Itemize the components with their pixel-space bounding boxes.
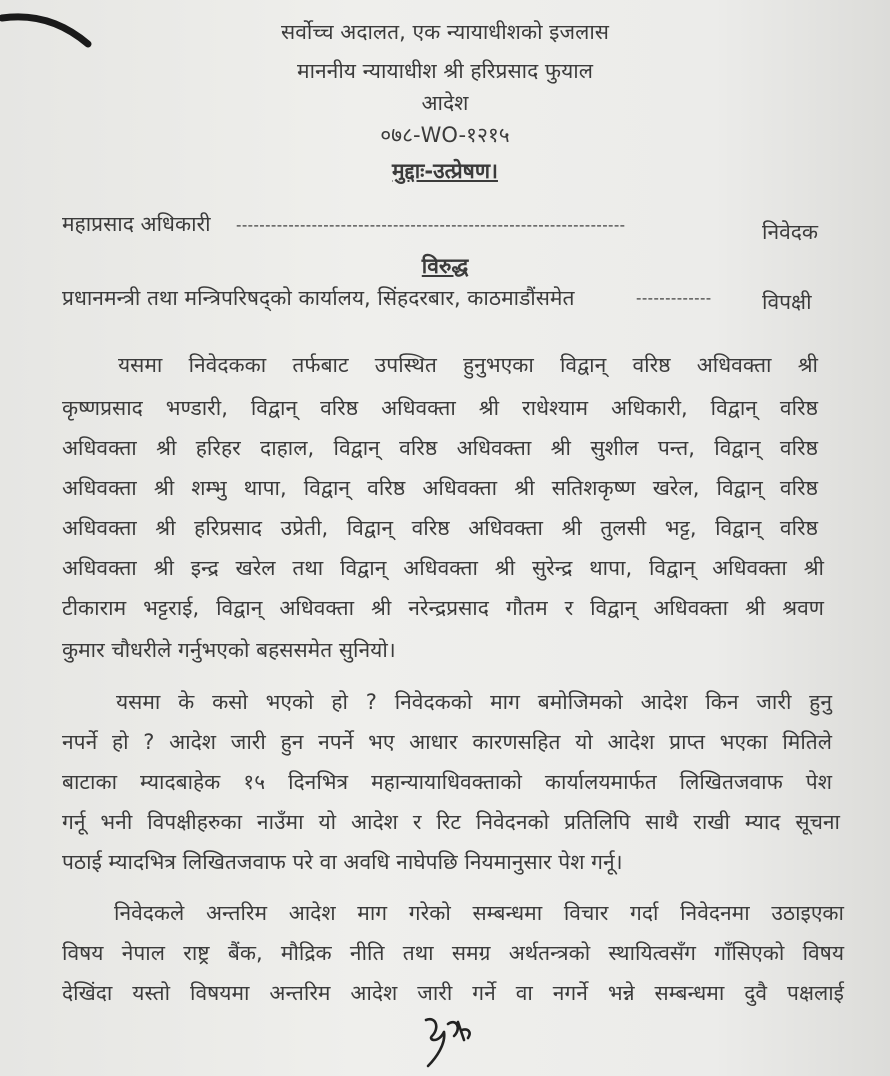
para1-line-3: अधिवक्ता श्री हरिहर दाहाल, विद्वान् वरिष्ठ अधिवक्ता श्री सुशील पन्त, विद्वान् वरिष्ठ	[62, 436, 818, 460]
petitioner-dashes: -------------------------------------------------------------------	[236, 216, 626, 234]
respondent-name: प्रधानमन्त्री तथा मन्त्रिपरिषद्को कार्यालय, सिंहदरबार, काठमाडौंसमेत	[62, 286, 575, 310]
para1-line-1: यसमा निवेदकका तर्फबाट उपस्थित हुनुभएका विद्वान् वरिष्ठ अधिवक्ता श्री	[118, 353, 818, 377]
case-number: ०७८-WO-१२१५	[380, 123, 510, 147]
para2-line-1: यसमा के कसो भएको हो ? निवेदकको माग बमोजिमको आदेश किन जारी हुनु	[116, 690, 832, 714]
court-title: सर्वोच्च अदालत, एक न्यायाधीशको इजलास	[281, 20, 609, 44]
respondent-role: विपक्षी	[762, 290, 812, 314]
para3-line-2: विषय नेपाल राष्ट्र बैंक, मौद्रिक नीति तथा समग्र अर्थतन्त्रको स्थायित्वसँग गाँसिएको विषय	[62, 941, 844, 965]
para1-line-2: कृष्णप्रसाद भण्डारी, विद्वान् वरिष्ठ अधिवक्ता श्री राधेश्याम अधिकारी, विद्वान् वरिष्ठ	[62, 396, 818, 420]
para3-line-1: निवेदकले अन्तरिम आदेश माग गरेको सम्बन्धमा विचार गर्दा निवेदनमा उठाइएका	[114, 901, 844, 925]
handwritten-initials-icon	[418, 1010, 478, 1070]
para1-line-5: अधिवक्ता श्री हरिप्रसाद उप्रेती, विद्वान् वरिष्ठ अधिवक्ता श्री तुलसी भट्ट, विद्वान् वरिष्ठ	[62, 516, 818, 540]
para2-line-2: नपर्ने हो ? आदेश जारी हुन नपर्ने भए आधार कारणसहित यो आदेश प्राप्त भएका मितिले	[62, 730, 832, 754]
pen-mark	[0, 0, 120, 60]
para1-line-6: अधिवक्ता श्री इन्द्र खरेल तथा विद्वान् अधिवक्ता श्री सुरेन्द्र थापा, विद्वान् अधिवक्ता श्री	[62, 556, 824, 580]
versus-label: विरुद्ध	[421, 254, 469, 278]
respondent-dashes: -------------	[636, 289, 712, 307]
para1-line-8: कुमार चौधरीले गर्नुभएको बहससमेत सुनियो।	[62, 638, 396, 662]
para1-line-4: अधिवक्ता श्री शम्भु थापा, विद्वान् वरिष्ठ अधिवक्ता श्री सतिशकृष्ण खरेल, विद्वान् वरिष्ठ	[62, 476, 818, 500]
case-subject: मुद्दाः-उत्प्रेषण।	[392, 159, 498, 183]
para2-line-5: पठाई म्यादभित्र लिखितजवाफ परे वा अवधि नाघेपछि नियमानुसार पेश गर्नू।	[62, 850, 623, 874]
para2-line-4: गर्नू भनी विपक्षीहरुका नाउँमा यो आदेश र रिट निवेदनको प्रतिलिपि साथै राखी म्याद सूचना	[62, 810, 840, 834]
para3-line-3: देखिंदा यस्तो विषयमा अन्तरिम आदेश जारी गर्ने वा नगर्ने भन्ने सम्बन्धमा दुवै पक्षलाई	[62, 981, 844, 1005]
petitioner-role: निवेदक	[762, 220, 819, 244]
order-title: आदेश	[421, 91, 469, 115]
petitioner-name: महाप्रसाद अधिकारी	[62, 212, 211, 236]
para2-line-3: बाटाका म्यादबाहेक १५ दिनभित्र महान्यायाधिवक्ताको कार्यालयमार्फत लिखितजवाफ पेश	[62, 770, 832, 794]
para1-line-7: टीकाराम भट्टराई, विद्वान् अधिवक्ता श्री नरेन्द्रप्रसाद गौतम र विद्वान् अधिवक्ता श्री श्रवण	[62, 596, 824, 620]
judge-name: माननीय न्यायाधीश श्री हरिप्रसाद फुयाल	[297, 59, 593, 83]
